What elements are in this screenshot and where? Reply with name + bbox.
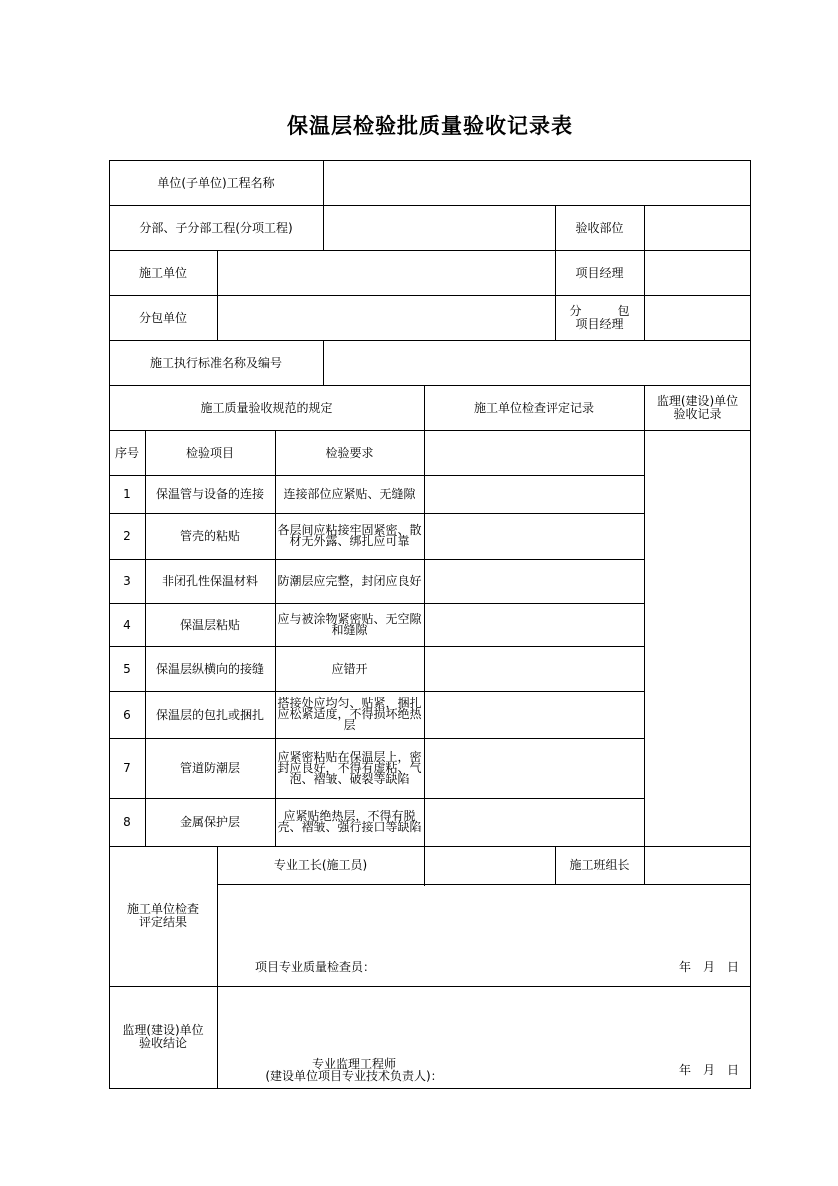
project-name-field[interactable] [324,160,750,205]
supervision-label-line2: 验收记录 [673,406,722,421]
row-requirement: 应与被涂物紧密贴、无空隙和缝隙 [277,611,422,637]
h-line [217,884,751,885]
row-check-record[interactable] [425,646,644,691]
row-check-record[interactable] [425,559,644,603]
supervising-engineer-label-line2: (建设单位项目专业技术负责人)： [265,1069,443,1083]
row-item: 保温层的包扎或捆扎 [155,707,264,722]
row-requirement: 应紧密粘贴在保温层上，密封应良好，不得有虚粘、气泡、褶皱、破裂等缺陷 [277,749,422,786]
supervision-conclusion-label-line2: 验收结论 [138,1036,187,1050]
conclusion-date: 年 月 日 [679,1063,740,1077]
supervision-label-line1: 监理(建设)单位 [656,393,739,408]
row-requirement: 搭接处应均匀、贴紧，捆扎应松紧适度，不得损坏绝热层 [277,696,422,732]
quality-inspector-label: 项目专业质量检查员： [255,960,376,974]
row-no: 2 [123,529,131,543]
row-requirement: 防潮层应完整，封闭应良好 [277,573,422,588]
acceptance-part-label: 验收部位 [575,220,624,235]
subcontract-pm-label-line1: 分 包 [569,303,630,318]
row-requirement: 连接部位应紧贴、无缝隙 [283,487,416,501]
foreman-field[interactable] [425,846,555,884]
sub-project-field[interactable] [324,205,555,250]
supervision-conclusion-label [109,986,217,1088]
row-item: 管壳的粘贴 [179,529,240,543]
evaluation-result-label [109,846,217,986]
subcontract-unit-label: 分包单位 [138,310,187,325]
subcontract-pm-label [555,295,644,340]
row-item: 管道防潮层 [179,761,240,775]
construction-unit-label: 施工单位 [138,265,187,280]
row-item: 保温层粘贴 [179,617,240,632]
supervising-engineer-label [234,1056,474,1084]
project-name-label: 单位(子单位)工程名称 [157,175,275,190]
column-header-item: 检验项目 [185,445,234,460]
construction-unit-field[interactable] [218,250,555,295]
row-check-record[interactable] [425,738,644,798]
sub-project-label: 分部、子分部工程(分项工程) [139,220,293,235]
row-check-record[interactable] [425,691,644,738]
team-leader-label: 施工班组长 [569,858,630,872]
row-item: 非闭孔性保温材料 [161,574,258,588]
row-check-record[interactable] [425,798,644,846]
foreman-label: 专业工长(施工员) [273,858,368,872]
project-manager-field[interactable] [645,250,750,295]
row-no: 5 [123,661,131,676]
row-check-record[interactable] [425,513,644,559]
check-record-label: 施工单位检查评定记录 [473,400,594,415]
supervision-record-field[interactable] [645,431,750,846]
column-header-no: 序号 [114,445,139,460]
evaluation-date: 年 月 日 [679,960,740,974]
standard-label: 施工执行标准名称及编号 [149,355,282,370]
row-no: 7 [123,761,131,775]
supervision-label [644,385,751,430]
row-requirement: 应错开 [331,661,368,676]
check-record-field[interactable] [425,430,644,475]
row-check-record[interactable] [425,603,644,646]
project-manager-label: 项目经理 [575,265,624,280]
row-no: 3 [123,574,131,588]
standard-field[interactable] [324,340,750,385]
acceptance-part-field[interactable] [645,205,750,250]
row-requirement: 各层间应粘接牢固紧密、散材无外露、绑扎应可靠 [277,523,422,548]
team-leader-field[interactable] [645,846,750,884]
column-header-requirement: 检验要求 [325,445,374,460]
row-no: 4 [123,617,131,632]
subcontract-pm-field[interactable] [645,295,750,340]
v-line [750,160,751,1089]
evaluation-result-label-line2: 评定结果 [138,915,187,929]
subcontract-unit-field[interactable] [218,295,555,340]
row-requirement: 应紧贴绝热层，不得有脱壳、褶皱、强行接口等缺陷 [277,809,422,834]
form-title: 保温层检验批质量验收记录表 [287,113,573,138]
row-item: 保温管与设备的连接 [155,487,264,501]
row-item: 保温层纵横向的接缝 [155,661,264,676]
supervising-engineer-label-line1: 专业监理工程师 [311,1057,396,1071]
acceptance-record-table [109,160,751,1089]
row-no: 1 [123,487,131,501]
supervision-conclusion-label-line1: 监理(建设)单位 [122,1023,204,1037]
spec-label: 施工质量验收规范的规定 [200,400,333,415]
row-no: 6 [123,707,131,722]
evaluation-result-label-line1: 施工单位检查 [126,902,199,916]
row-no: 8 [123,815,131,829]
row-check-record[interactable] [425,475,644,513]
subcontract-pm-label-line2: 项目经理 [575,316,624,331]
h-line [109,1088,751,1089]
row-item: 金属保护层 [179,815,240,829]
